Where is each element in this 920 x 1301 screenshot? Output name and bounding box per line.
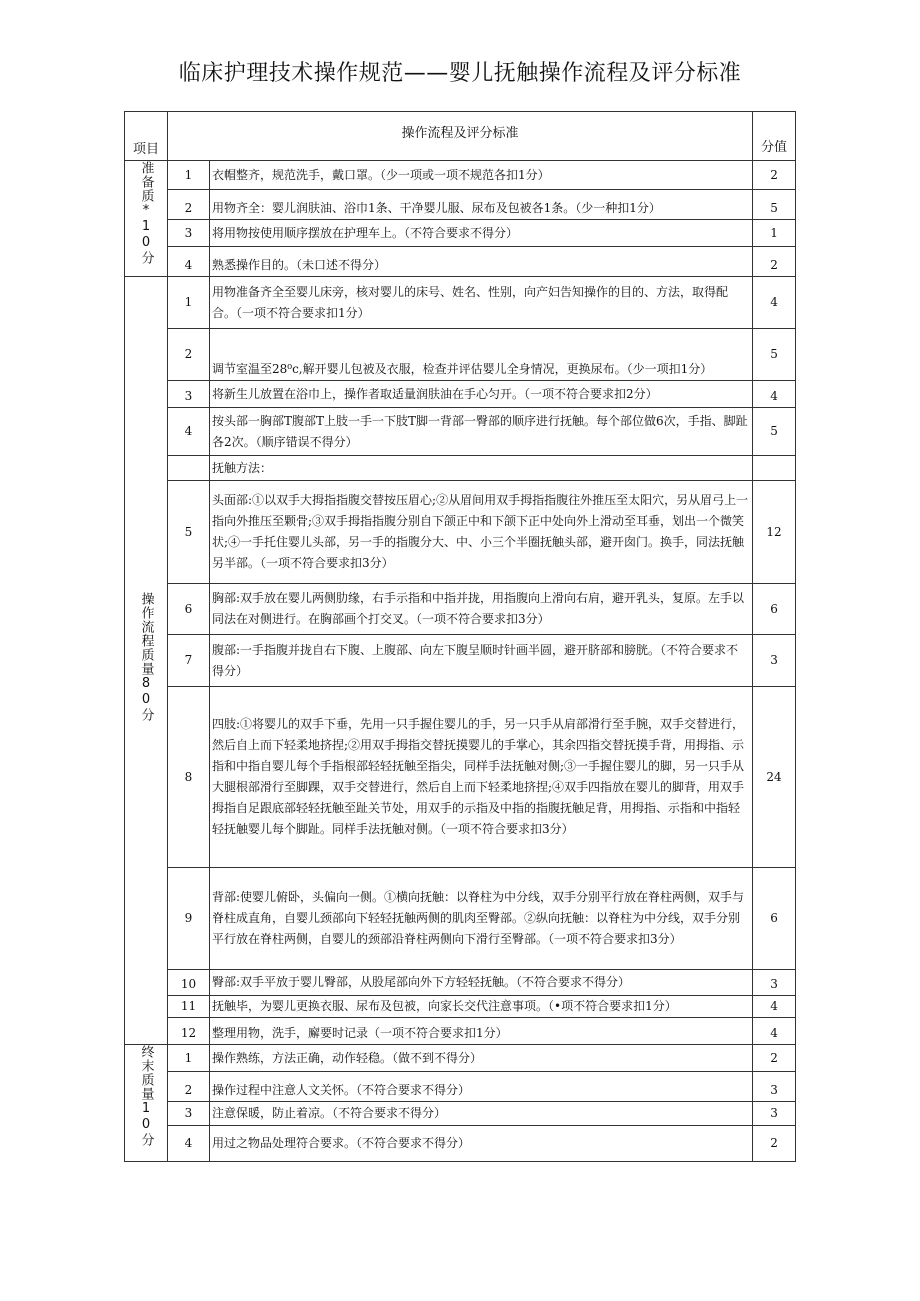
row-number: 3 (168, 220, 210, 247)
row-score (753, 456, 796, 481)
row-number: 6 (168, 584, 210, 635)
table-row (125, 220, 796, 247)
table-row (125, 868, 796, 970)
row-number: 11 (168, 996, 210, 1018)
header-standard: 操作流程及评分标准 (168, 112, 753, 161)
header-score: 分值 (753, 112, 796, 161)
row-number (168, 456, 210, 481)
row-score: 5 (753, 329, 796, 381)
row-number: 3 (168, 381, 210, 408)
row-text: 将用物按使用顺序摆放在护理车上。（不符合要求不得分） (210, 220, 753, 247)
row-text: 臀部:双手平放于婴儿臀部，从股尾部向外下方轻轻抚触。（不符合要求不得分） (210, 970, 753, 996)
row-score: 6 (753, 584, 796, 635)
row-text: 衣帽整齐，规范洗手，戴口罩。（少一项或一项不规范各扣1分） (210, 161, 753, 190)
row-text: 熟悉操作目的。（未口述不得分） (210, 247, 753, 277)
table-row (125, 481, 796, 584)
row-text: 抚触毕，为婴儿更换衣服、尿布及包被，向家长交代注意事项。（•项不符合要求扣1分） (210, 996, 753, 1018)
row-number: 3 (168, 1102, 210, 1126)
row-text: 抚触方法： (210, 456, 753, 481)
row-text: 用物准备齐全至婴儿床旁，核对婴儿的床号、姓名、性别，向产妇告知操作的目的、方法，取得配合。（一项不符合要求扣1分） (210, 277, 753, 329)
row-score: 2 (753, 1126, 796, 1162)
row-number: 2 (168, 190, 210, 220)
table-row (125, 329, 796, 381)
row-score: 1 (753, 220, 796, 247)
row-text: 背部:使婴儿俯卧，头偏向一侧。①横向抚触：以脊柱为中分线，双手分别平行放在脊柱两侧，双手与脊柱成直角，自婴儿颈部向下轻轻抚触两侧的肌肉至臀部。②纵向抚触：以脊柱为中分线，双手分别平行放在脊柱两侧，自婴儿的颈部沿脊柱两侧向下滑行至臀部。（一项不符合要求扣3分） (210, 868, 753, 970)
row-number: 1 (168, 161, 210, 190)
table-row (125, 161, 796, 190)
page-title: 临床护理技术操作规范——婴儿抚触操作流程及评分标准 (178, 61, 742, 86)
table-row (125, 408, 796, 456)
row-number: 4 (168, 1126, 210, 1162)
row-text: 按头部一胸部T腹部T上肢一手一下肢T脚一背部一臀部的顺序进行抚触。每个部位做6次，手指、脚趾各2次。（顺序错误不得分） (210, 408, 753, 456)
row-score: 2 (753, 1045, 796, 1072)
table-header-row (125, 112, 796, 161)
table-row (125, 635, 796, 687)
row-text: 头面部:①以双手大拇指指腹交替按压眉心;②从眉间用双手拇指指腹往外推压至太阳穴，另从眉弓上一指向外推压至颗骨;③双手拇指指腹分别自下颌正中和下颌下正中处向外上滑动至耳垂，划出一个微笑状;④一手托住婴儿头部，另一手的指腹分大、中、小三个半圈抚触头部，避开囱门。换手，同法抚触另半部。（一项不符合要求扣3分） (210, 481, 753, 584)
row-number: 5 (168, 481, 210, 584)
row-text: 将新生儿放置在浴巾上，操作者取适量润肤油在手心匀开。（一项不符合要求扣2分） (210, 381, 753, 408)
row-score: 2 (753, 161, 796, 190)
row-score: 4 (753, 277, 796, 329)
row-text: 注意保暖，防止着凉。（不符合要求不得分） (210, 1102, 753, 1126)
row-number: 1 (168, 277, 210, 329)
row-score: 12 (753, 481, 796, 584)
row-score: 5 (753, 408, 796, 456)
row-score: 4 (753, 1018, 796, 1045)
row-score: 2 (753, 247, 796, 277)
row-score: 5 (753, 190, 796, 220)
row-text: 用过之物品处理符合要求。（不符合要求不得分） (210, 1126, 753, 1162)
row-number: 2 (168, 1072, 210, 1102)
row-number: 7 (168, 635, 210, 687)
table-row (125, 996, 796, 1018)
table-row (125, 381, 796, 408)
table-row (125, 1102, 796, 1126)
row-text: 调节室温至28⁰c,解开婴儿包被及衣服，检查并评估婴儿全身情况，更换尿布。（少一项扣1分） (210, 329, 753, 381)
row-number: 4 (168, 408, 210, 456)
row-score: 24 (753, 687, 796, 868)
table-row (125, 1072, 796, 1102)
row-text: 整理用物，洗手，廨要时记录（一项不符合要求扣1分） (210, 1018, 753, 1045)
table-row (125, 584, 796, 635)
row-score: 3 (753, 635, 796, 687)
row-number: 12 (168, 1018, 210, 1045)
section-label-proc: 操作流程质量80分 (125, 277, 168, 1045)
row-score: 3 (753, 1072, 796, 1102)
table-row (125, 190, 796, 220)
table-row (125, 247, 796, 277)
row-text: 四肢:①将婴儿的双手下垂，先用一只手握住婴儿的手，另一只手从肩部滑行至手腕，双手交替进行，然后自上而下轻柔地挤捏;②用双手拇指交替抚摸婴儿的手掌心，其余四指交替抚摸手背，用拇指、示指和中指自婴儿每个手指根部轻轻抚触至指尖，同样手法抚触对侧;③一手握住婴儿的脚，另一只手从大腿根部滑行至脚踝，双手交替进行，然后自上而下轻柔地挤捏;④双手四指放在婴儿的脚背，用双手拇指自足跟底部轻轻抚触至趾关节处，用双手的示指及中指的指腹抚触足背，用拇指、示指和中指轻轻抚触婴儿每个脚趾。同样手法抚触对侧。（一项不符合要求扣3分） (210, 687, 753, 868)
header-item: 项目 (125, 112, 168, 161)
row-score: 6 (753, 868, 796, 970)
row-text: 腹部:一手指腹并拢自右下腹、上腹部、向左下腹呈顺时针画半圆，避开脐部和膀胱。（不符合要求不得分） (210, 635, 753, 687)
row-text: 操作过程中注意人文关怀。（不符合要求不得分） (210, 1072, 753, 1102)
row-number: 10 (168, 970, 210, 996)
row-score: 4 (753, 996, 796, 1018)
table-row (125, 1126, 796, 1162)
row-text: 胸部:双手放在婴儿两侧肋缘，右手示指和中指并拢，用指腹向上滑向右肩，避开乳头，复原。左手以同法在对侧进行。在胸部画个打交叉。（一项不符合要求扣3分） (210, 584, 753, 635)
row-number: 2 (168, 329, 210, 381)
row-score: 3 (753, 1102, 796, 1126)
row-number: 4 (168, 247, 210, 277)
row-number: 9 (168, 868, 210, 970)
table-row (125, 1045, 796, 1072)
row-text: 用物齐全：婴儿润肤油、浴巾1条、干净婴儿服、尿布及包被各1条。（少一种扣1分） (210, 190, 753, 220)
scoring-table (124, 111, 796, 1162)
row-number: 1 (168, 1045, 210, 1072)
section-label-prep: 准备质*10分 (125, 161, 168, 277)
table-row (125, 687, 796, 868)
row-number: 8 (168, 687, 210, 868)
table-row (125, 970, 796, 996)
table-row (125, 277, 796, 329)
row-text: 操作熟练，方法正确，动作轻稳。（做不到不得分） (210, 1045, 753, 1072)
row-score: 4 (753, 381, 796, 408)
table-row (125, 1018, 796, 1045)
section-label-final: 终末质量10分 (125, 1045, 168, 1162)
row-score: 3 (753, 970, 796, 996)
table-row (125, 456, 796, 481)
